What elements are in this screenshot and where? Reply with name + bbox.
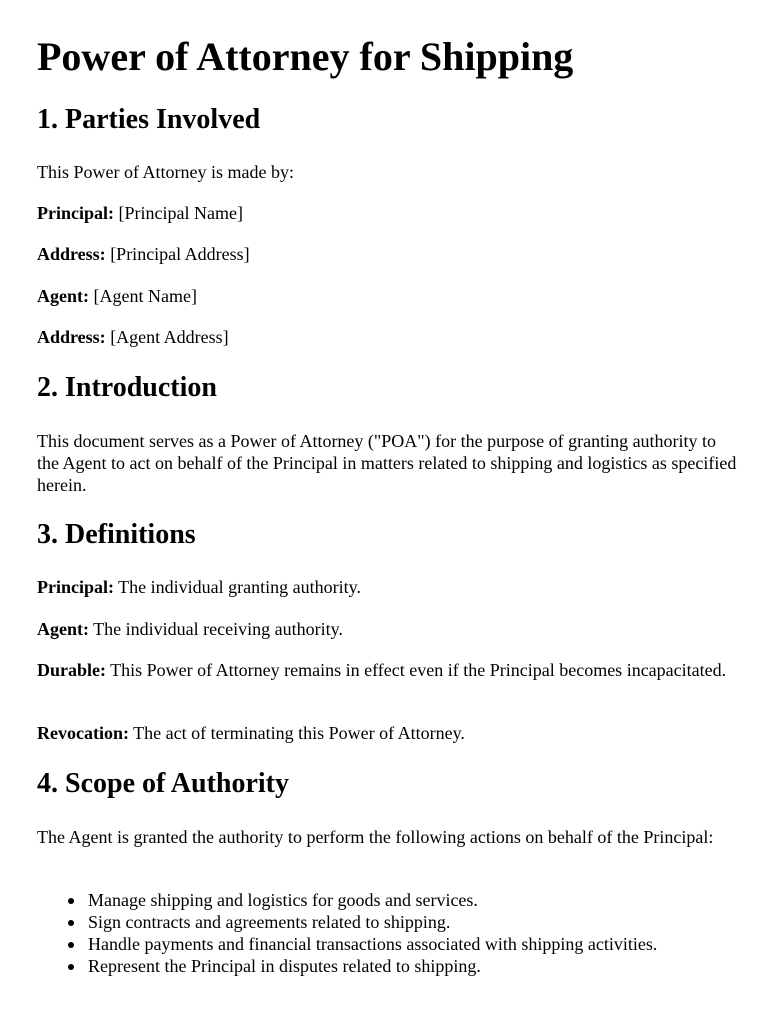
field-label: Principal:	[37, 203, 114, 223]
field-label: Agent:	[37, 286, 89, 306]
section-heading-introduction: 2. Introduction	[37, 372, 217, 403]
list-item: Represent the Principal in disputes related to shipping.	[88, 955, 738, 977]
document-title: Power of Attorney for Shipping	[37, 34, 574, 79]
parties-intro: This Power of Attorney is made by:	[37, 162, 294, 182]
agent-address-field	[37, 326, 737, 348]
definition-term: Principal:	[37, 577, 114, 597]
field-value: [Agent Address]	[105, 327, 229, 347]
field-label: Address:	[37, 244, 106, 264]
introduction-text: This document serves as a Power of Attorney ("POA") for the purpose of granting authority to the Agent to act on behalf of the Principal in matters related to shipping and logistics as specified herein.	[37, 431, 737, 495]
list-item: Sign contracts and agreements related to shipping.	[88, 911, 738, 933]
definition-term: Revocation:	[37, 723, 129, 743]
definition-revocation	[37, 722, 737, 744]
definition-principal	[37, 576, 737, 598]
definition-term: Agent:	[37, 619, 89, 639]
scope-intro: The Agent is granted the authority to perform the following actions on behalf of the Principal:	[37, 827, 714, 847]
field-value: [Agent Name]	[89, 286, 197, 306]
agent-name-field	[37, 285, 737, 307]
field-label: Address:	[37, 327, 106, 347]
section-heading-scope: 4. Scope of Authority	[37, 768, 289, 799]
definition-text: The individual receiving authority.	[89, 619, 343, 639]
scope-list	[37, 889, 738, 977]
definition-text: The individual granting authority.	[114, 577, 361, 597]
principal-name-field	[37, 202, 737, 224]
field-value: [Principal Address]	[105, 244, 250, 264]
definition-agent	[37, 618, 737, 640]
definition-term: Durable:	[37, 660, 106, 680]
list-item: Handle payments and financial transactions associated with shipping activities.	[88, 933, 738, 955]
list-item: Manage shipping and logistics for goods and services.	[88, 889, 738, 911]
field-value: [Principal Name]	[114, 203, 243, 223]
section-heading-definitions: 3. Definitions	[37, 519, 196, 550]
definition-durable	[37, 659, 737, 681]
section-heading-parties: 1. Parties Involved	[37, 104, 261, 135]
definition-text: This Power of Attorney remains in effect even if the Principal becomes incapacitated.	[106, 660, 727, 680]
definition-text: The act of terminating this Power of Attorney.	[128, 723, 465, 743]
principal-address-field	[37, 243, 737, 265]
